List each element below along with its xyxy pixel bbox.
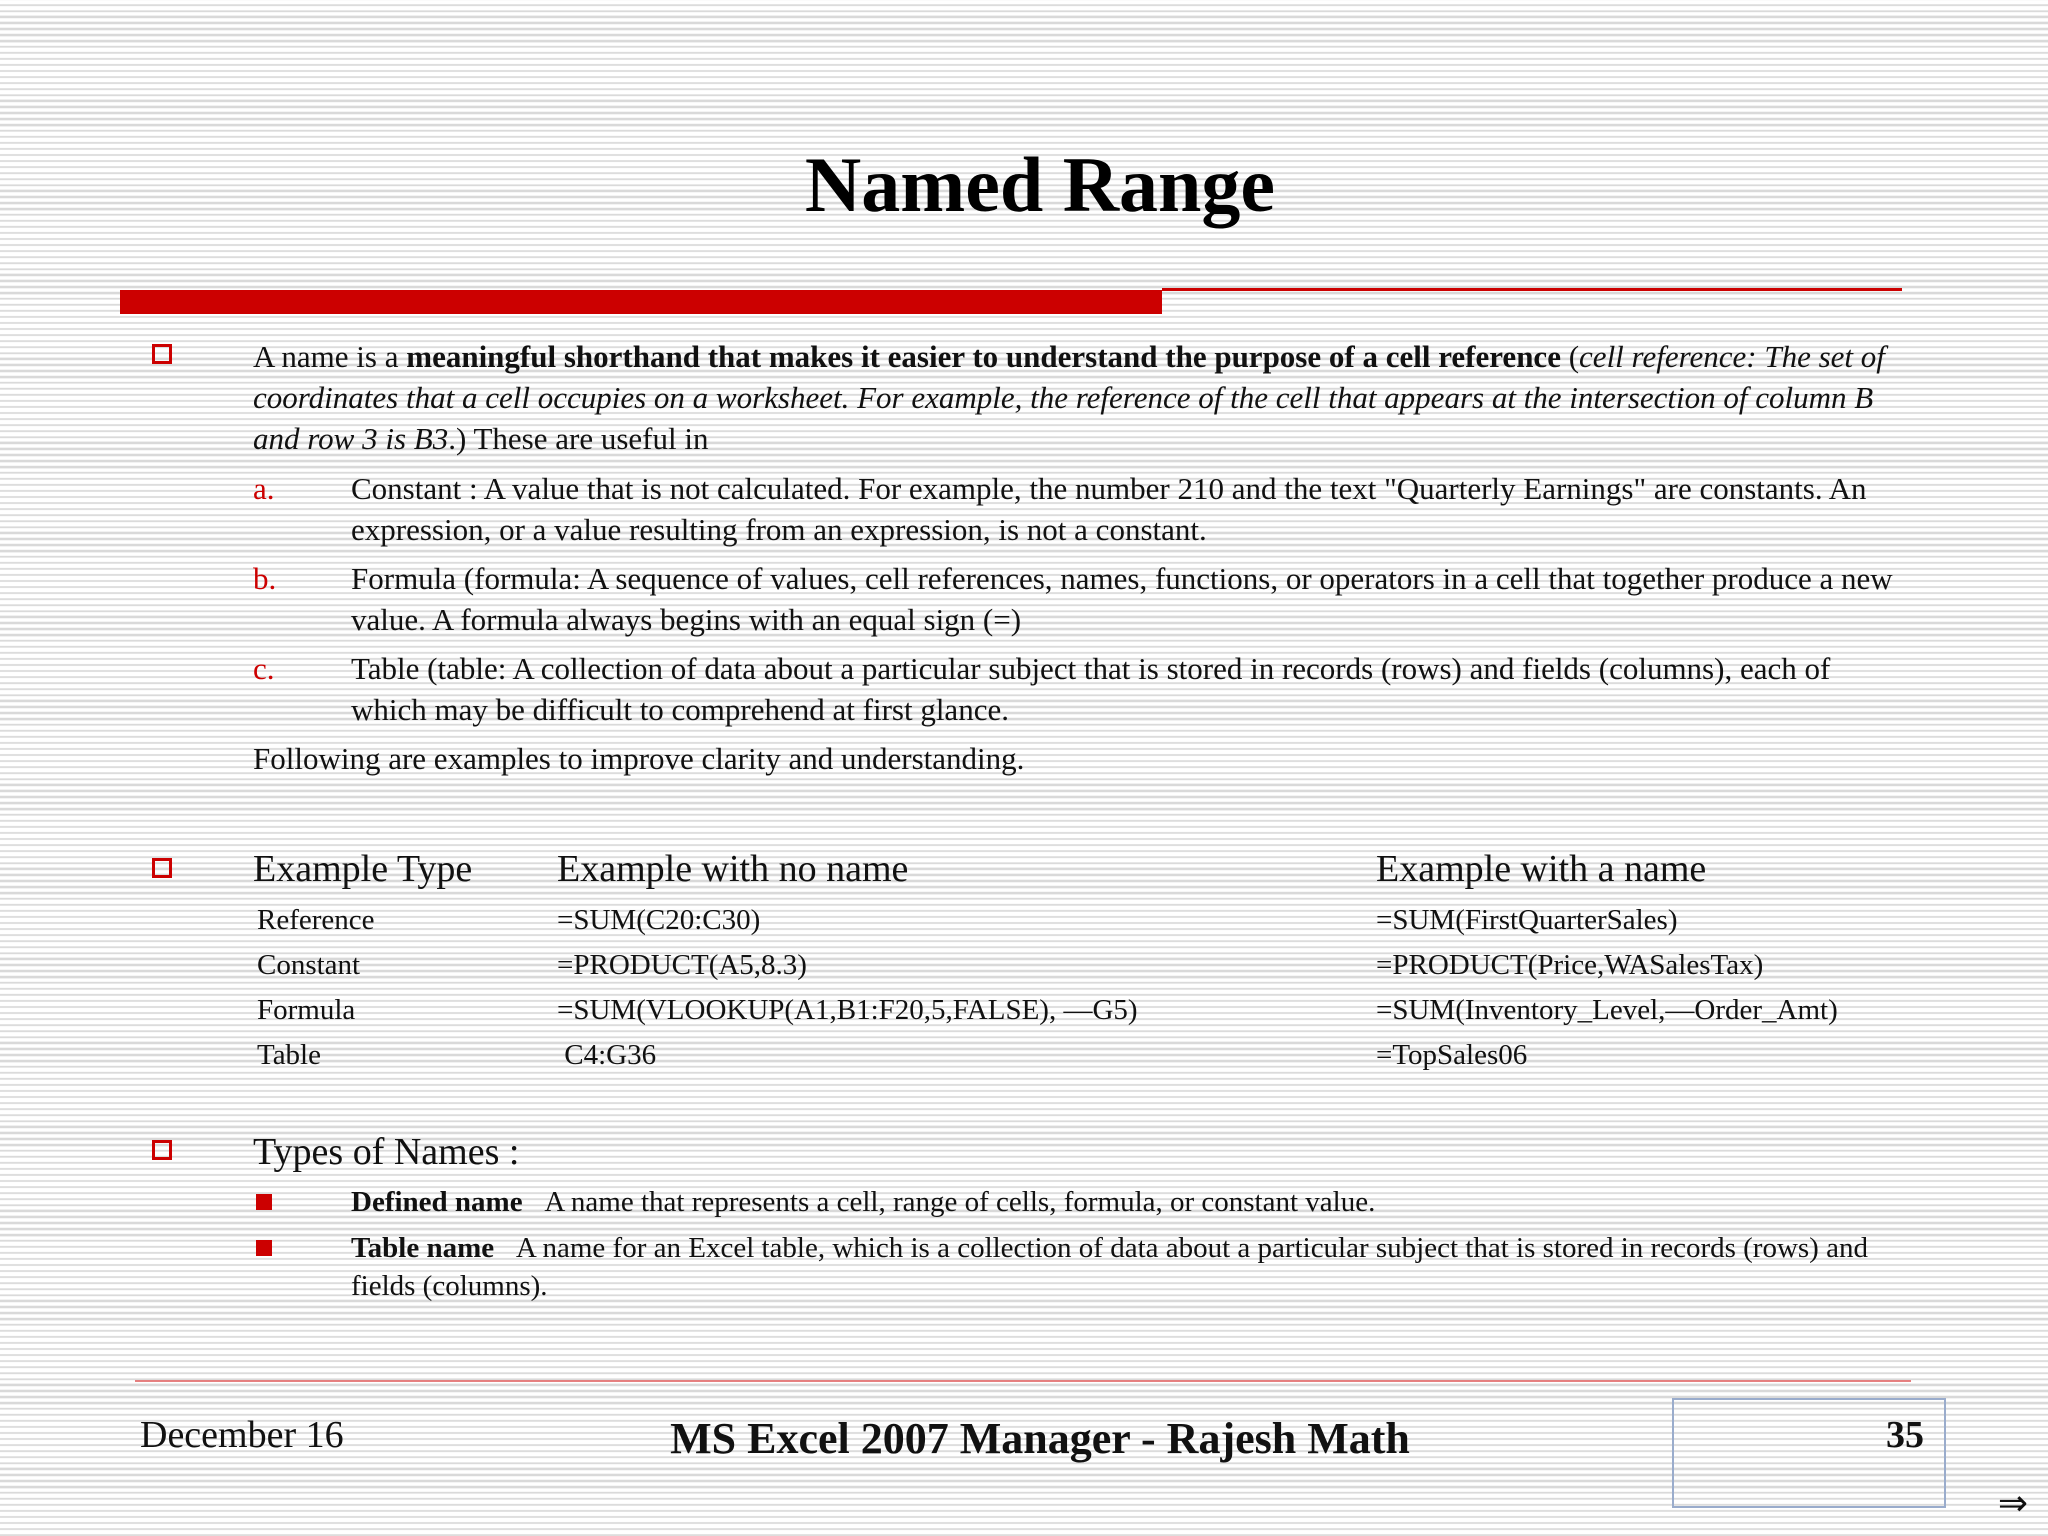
square-bullet-icon (152, 1140, 172, 1160)
square-bullet-icon (152, 344, 172, 364)
intro-text-mid: ( (1560, 339, 1580, 374)
filled-square-bullet-icon (256, 1240, 272, 1256)
types-desc: A name that represents a cell, range of cells, formula, or constant value. (544, 1186, 1376, 1218)
table-header-type: Example Type (253, 848, 473, 890)
list-item-table: Table (table: A collection of data about a particular subject that is stored in records (rows) and fields (columns), each of which may be difficult to comprehend at first glance. (351, 651, 1831, 727)
footer-date: December 16 (140, 1414, 344, 1456)
list-letter-b: b. (253, 561, 277, 596)
cell-type: Constant (257, 949, 361, 981)
cell-type: Reference (257, 904, 375, 936)
types-item-defined-name (351, 1183, 1911, 1221)
footer-divider (135, 1380, 1911, 1382)
intro-italic-definition: cell reference: The set of coordinates that a cell occupies on a worksheet. For example, the reference of the cell that appears at the intersection of column B and row 3 is B3 (253, 339, 1885, 456)
cell-with-name: =SUM(Inventory_Level,—Order_Amt) (1376, 994, 1838, 1026)
types-term: Defined name (351, 1186, 523, 1218)
next-slide-arrow-icon[interactable]: ⇒ (1997, 1483, 2028, 1524)
types-desc: A name for an Excel table, which is a collection of data about a particular subject that is stored in records (rows) and fields (columns). (351, 1232, 1868, 1302)
types-item-table-name (351, 1229, 1911, 1305)
cell-with-name: =SUM(FirstQuarterSales) (1376, 904, 1678, 936)
cell-type: Formula (257, 994, 356, 1026)
list-letter-c: c. (253, 651, 275, 686)
cell-no-name: =PRODUCT(A5,8.3) (557, 949, 807, 981)
filled-square-bullet-icon (256, 1194, 272, 1210)
cell-type: Table (257, 1039, 321, 1071)
cell-with-name: =PRODUCT(Price,WASalesTax) (1376, 949, 1764, 981)
table-header-with-name: Example with a name (1376, 848, 1707, 890)
types-heading: Types of Names : (253, 1131, 520, 1173)
intro-bold-text: meaningful shorthand that makes it easier to understand the purpose of a cell reference (406, 339, 1561, 374)
cell-no-name: =SUM(VLOOKUP(A1,B1:F20,5,FALSE), —G5) (557, 994, 1138, 1026)
slide-title: Named Range (804, 141, 1276, 228)
list-item-formula: Formula (formula: A sequence of values, cell references, names, functions, or operators in a cell that together produce a new value. A formula always begins with an equal sign (=) (351, 561, 1893, 637)
title-underline-thick (120, 290, 1162, 314)
cell-no-name: C4:G36 (557, 1039, 657, 1071)
intro-paragraph (253, 336, 1913, 459)
list-item-constant: Constant : A value that is not calculated. For example, the number 210 and the text "Quarterly Earnings" are constants. An expression, or a value resulting from an expression, is not a constant. (351, 471, 1867, 547)
square-bullet-icon (152, 858, 172, 878)
intro-text-after: .) These are useful in (448, 421, 709, 456)
table-header-no-name: Example with no name (557, 848, 909, 890)
cell-with-name: =TopSales06 (1376, 1039, 1528, 1071)
types-term: Table name (351, 1232, 495, 1264)
following-text: Following are examples to improve clarity and understanding. (253, 741, 1025, 776)
list-letter-a: a. (253, 471, 275, 506)
footer-title: MS Excel 2007 Manager - Rajesh Math (670, 1414, 1410, 1463)
cell-no-name: =SUM(C20:C30) (557, 904, 761, 936)
page-number: 35 (1886, 1414, 1924, 1456)
intro-text-before: A name is a (253, 339, 407, 374)
title-underline-thin (1162, 288, 1902, 291)
